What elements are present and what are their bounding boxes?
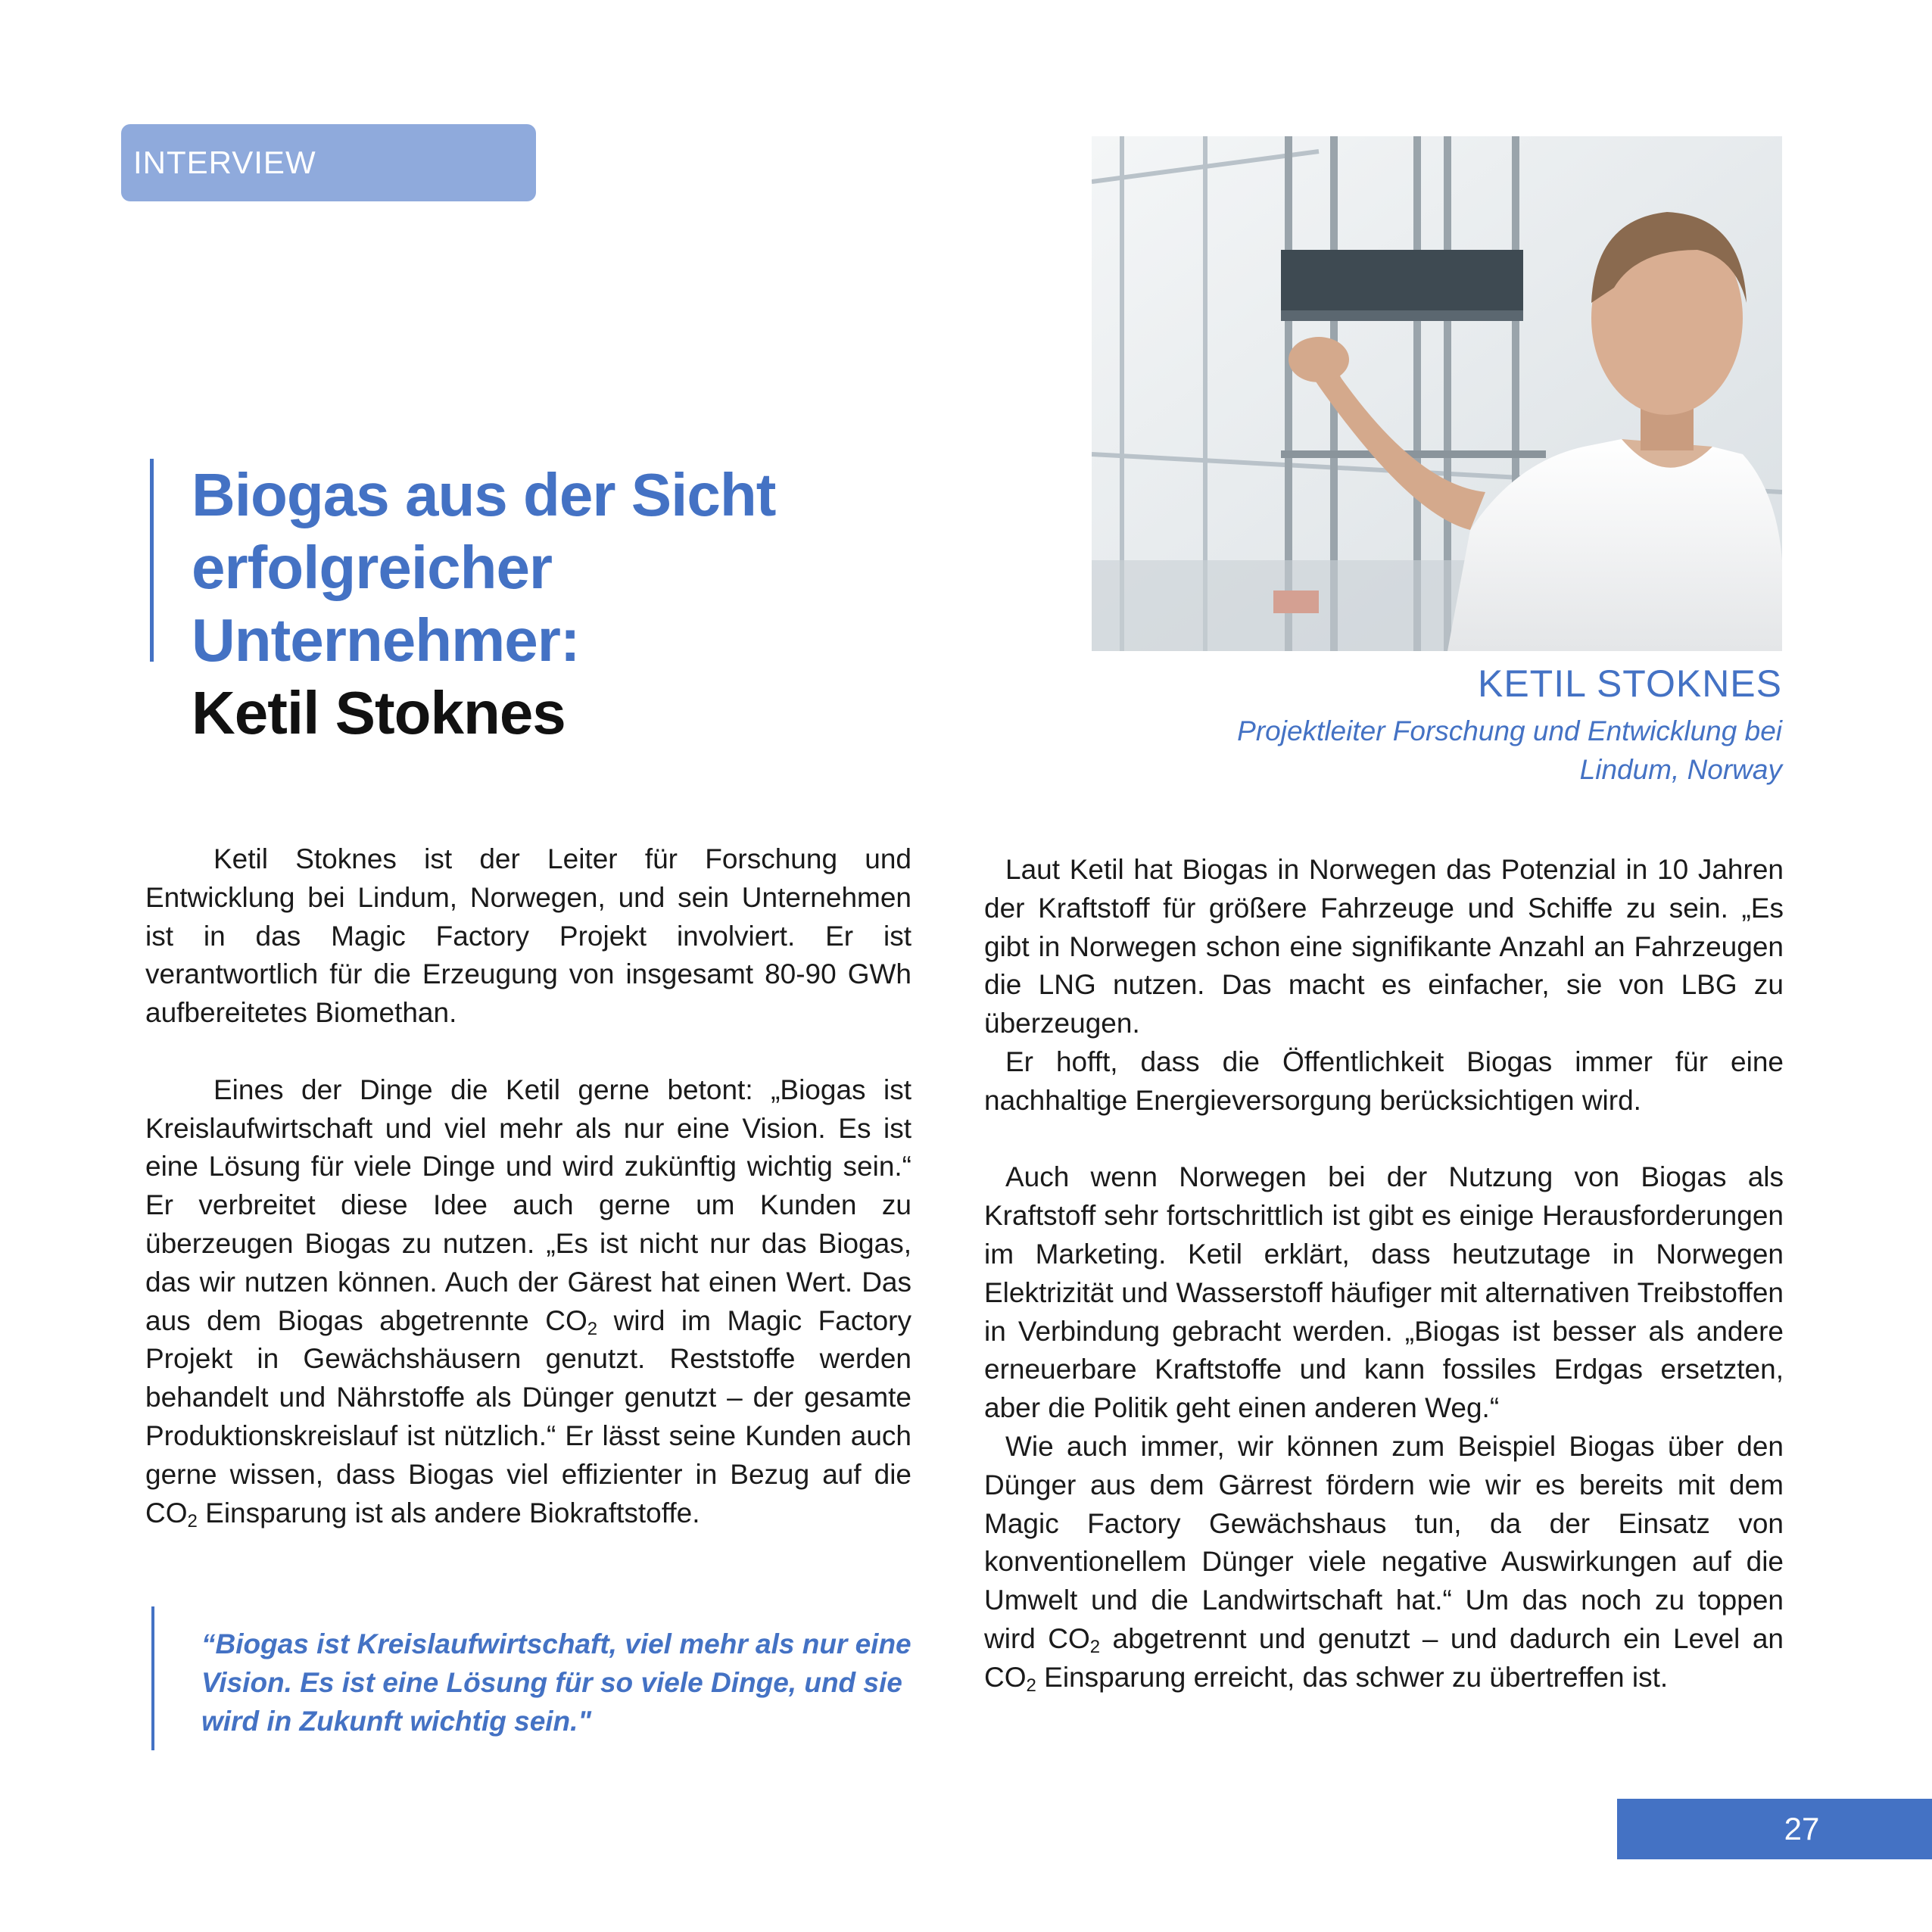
left-paragraph-2: Eines der Dinge die Ketil gerne betont: „Biogas ist Kreislaufwirtschaft und viel mehr als nur eine Vision. Es ist eine Lösung für viele Dinge und wird zukünftig wichtig sein.“ Er verbreitet diese Idee auch gerne um Kunden zu überzeugen Biogas zu nutzen. „Es ist nicht nur das Biogas, das wir nutzen können. Auch der Gärest hat einen Wert. Das aus dem Biogas abgetrennte $CO_2$ wird im Magic Factory Projekt in Gewächshäusern genutzt. Reststoffe werden behandelt und Nährstoffe als Dünger genutzt – der gesamte Produktionskreislauf ist nützlich.“ Er lässt seine Kunden auch gerne wissen, dass Biogas viel effizienter in Bezug auf die $CO_2$ Einsparung ist als andere Biokraftstoffe. bbox=[145, 1074, 911, 1532]
right-paragraph-2: Er hofft, dass die Öffentlichkeit Biogas immer für eine nachhaltige Energieversorgung berücksichtigen wird. bbox=[984, 1045, 1784, 1116]
article-title bbox=[150, 459, 907, 746]
right-paragraph-4: Wie auch immer, wir können zum Beispiel Biogas über den Dünger aus dem Gärrest fördern wie wir es bereits mit dem Magic Factory Gewächshaus tun, da der Einsatz von konventionellem Dünger viele negative Auswirkungen auf die Umwelt und die Landwirtschaft hat.“ Um das noch zu toppen wird $CO_2$ abgetrennt und genutzt – und dadurch ein Level an $CO_2$ Einsparung erreicht, das schwer zu übertreffen ist. bbox=[984, 1430, 1784, 1696]
pull-quote: “Biogas ist Kreislaufwirtschaft, viel mehr als nur eine Vision. Es ist eine Lösung für so viele Dinge, und sie wird in Zukunft wichtig sein." bbox=[151, 1606, 954, 1750]
right-paragraph-1: Laut Ketil hat Biogas in Norwegen das Potenzial in 10 Jahren der Kraftstoff für größere Fahrzeuge und Schiffe zu sein. „Es gibt in Norwegen schon eine signifikante Anzahl an Fahrzeugen die LNG nutzen. Das macht es einfacher, sie von LBG zu überzeugen. bbox=[984, 854, 1784, 1039]
page-number: 27 bbox=[1617, 1799, 1932, 1859]
left-paragraph-1: Ketil Stoknes ist der Leiter für Forschung und Entwicklung bei Lindum, Norwegen, und sein Unternehmen ist in das Magic Factory Projekt involviert. Er ist verantwortlich für die Erzeugung von insgesamt 80-90 GWh aufbereitetes Biomethan. bbox=[145, 843, 911, 1029]
portrait-photo bbox=[1092, 136, 1782, 651]
right-paragraph-3: Auch wenn Norwegen bei der Nutzung von Biogas als Kraftstoff sehr fortschrittlich ist gibt es einige Herausforderungen im Marketing. Ketil erklärt, dass heutzutage in Norwegen Elektrizität und Wasserstoff häufiger mit alternativen Treibstoffen in Verbindung gebracht werden. „Biogas ist besser als andere erneuerbare Kraftstoffe und kann fossiles Erdgas ersetzten, aber die Politik geht einen anderen Weg.“ bbox=[984, 1161, 1784, 1424]
left-column bbox=[145, 840, 911, 1532]
title-line-3: Ketil Stoknes bbox=[192, 679, 566, 746]
caption-role-line-1: Projektleiter Forschung und Entwicklung bei bbox=[1237, 715, 1782, 746]
caption-role-line-2: Lindum, Norway bbox=[1579, 754, 1782, 785]
caption-role bbox=[1101, 712, 1782, 789]
right-column bbox=[984, 851, 1784, 1697]
section-tag: INTERVIEW bbox=[121, 124, 536, 201]
greenhouse-portrait-illustration bbox=[1092, 136, 1782, 651]
title-line-1: Biogas aus der Sicht bbox=[192, 461, 776, 528]
title-line-2: erfolgreicher Unternehmer: bbox=[192, 534, 580, 674]
caption-name: KETIL STOKNES bbox=[1477, 662, 1782, 705]
